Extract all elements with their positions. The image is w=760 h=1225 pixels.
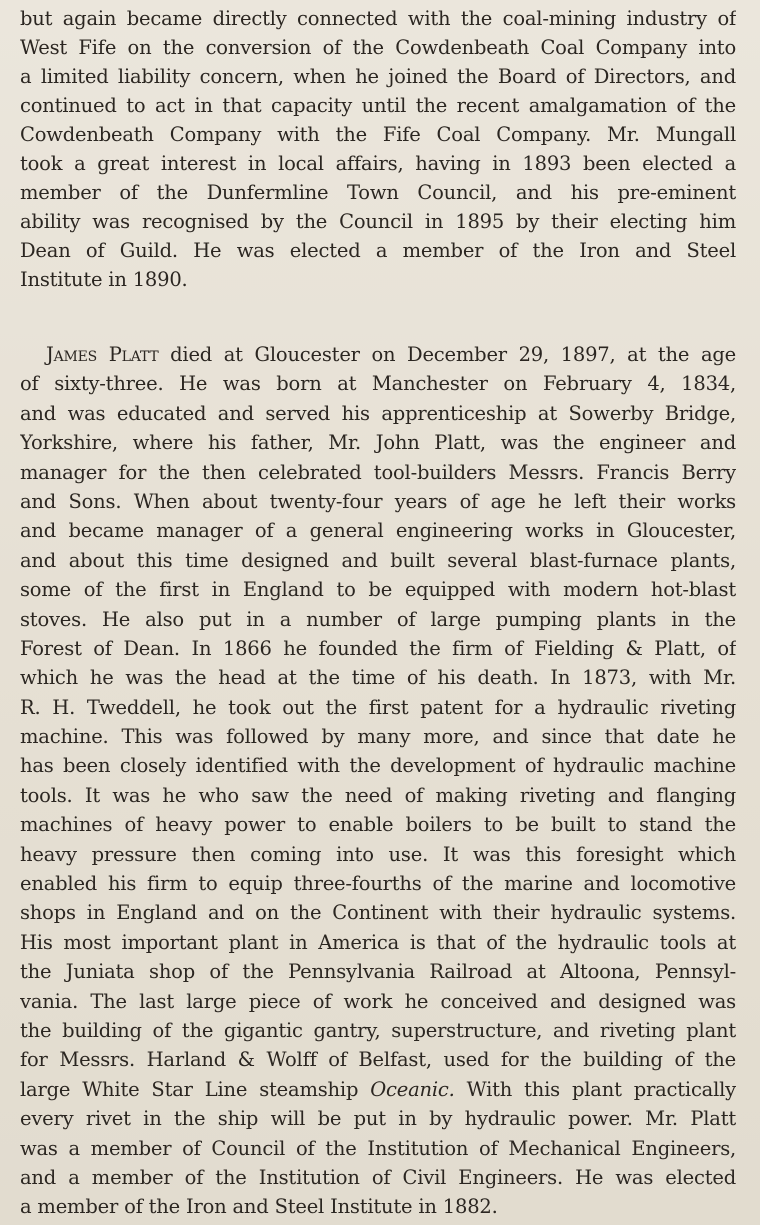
text-line: which he was the head at the time of his death. In 1873, with Mr. [20, 666, 736, 690]
text-line: for Messrs. Harland & Wolff of Belfast, used for the building of the [20, 1048, 736, 1072]
text-line: every rivet in the ship will be put in by hydraulic power. Mr. Platt [20, 1107, 736, 1131]
text-line: heavy pressure then coming into use. It was this foresight which [20, 842, 736, 866]
text-line: R. H. Tweddell, he took out the first patent for a hydraulic riveting [20, 695, 736, 719]
text-line: member of the Dunfermline Town Council, and his pre-eminent [20, 181, 736, 204]
text-line: some of the first in England to be equipped with modern hot-blast [20, 578, 736, 602]
paragraph-mungall [20, 4, 736, 294]
text-line: West Fife on the conversion of the Cowdenbeath Coal Company into [20, 36, 736, 59]
text-line: and Sons. When about twenty-four years of age he left their works [20, 489, 736, 513]
text-line: Dean of Guild. He was elected a member of the Iron and Steel [20, 239, 736, 262]
text-line: stoves. He also put in a number of large pumping plants in the [20, 607, 736, 631]
text-line: of sixty-three. He was born at Manchester on February 4, 1834, [20, 372, 736, 396]
text-line: shops in England and on the Continent with their hydraulic systems. [20, 901, 736, 925]
text-line: was a member of Council of the Institution of Mechanical Engineers, [20, 1136, 736, 1160]
text-line: enabled his firm to equip three-fourths of the marine and locomotive [20, 872, 736, 896]
text-line: and became manager of a general engineering works in Gloucester, [20, 519, 736, 543]
text-line: Institute in 1890. [20, 268, 188, 291]
text-line: but again became directly connected with the coal-mining industry of [20, 7, 736, 30]
text-line: ability was recognised by the Council in 1895 by their electing him [20, 210, 736, 233]
text-line: a member of the Iron and Steel Institute in 1882. [20, 1195, 498, 1219]
text-line: vania. The last large piece of work he conceived and designed was [20, 989, 736, 1013]
text-line: manager for the then celebrated tool-builders Messrs. Francis Berry [20, 460, 736, 484]
text-line: and was educated and served his apprenticeship at Sowerby Bridge, [20, 401, 736, 425]
text-line: has been closely identified with the development of hydraulic machine [20, 754, 736, 778]
text-line: large White Star Line steamship Oceanic. With this plant practically [20, 1077, 736, 1101]
text-line: Cowdenbeath Company with the Fife Coal Company. Mr. Mungall [20, 123, 736, 146]
text-line: James Platt died at Gloucester on December 29, 1897, at the age [46, 343, 736, 366]
text-line: Forest of Dean. In 1866 he founded the firm of Fielding & Platt, of [20, 636, 736, 660]
text-line: Yorkshire, where his father, Mr. John Platt, was the engineer and [20, 431, 736, 455]
text-line: His most important plant in America is that of the hydraulic tools at [20, 930, 736, 954]
person-name: James Platt [46, 343, 159, 366]
text-line: and a member of the Institution of Civil Engineers. He was elected [20, 1165, 736, 1189]
text-line: the building of the gigantic gantry, superstructure, and riveting plant [20, 1018, 736, 1042]
paragraph-platt-obituary [20, 340, 736, 1222]
text-line: the Juniata shop of the Pennsylvania Railroad at Altoona, Pennsyl- [20, 960, 736, 984]
text-line: and about this time designed and built several blast-furnace plants, [20, 548, 736, 572]
text-line: continued to act in that capacity until the recent amalgamation of the [20, 94, 736, 117]
text-line: took a great interest in local affairs, having in 1893 been elected a [20, 152, 736, 175]
text-line: machines of heavy power to enable boilers to be built to stand the [20, 813, 736, 837]
ship-name: Oceanic. [370, 1077, 455, 1101]
text-line: tools. It was he who saw the need of making riveting and flanging [20, 783, 736, 807]
text-line: machine. This was followed by many more, and since that date he [20, 725, 736, 749]
text-line: a limited liability concern, when he joined the Board of Directors, and [20, 65, 736, 88]
